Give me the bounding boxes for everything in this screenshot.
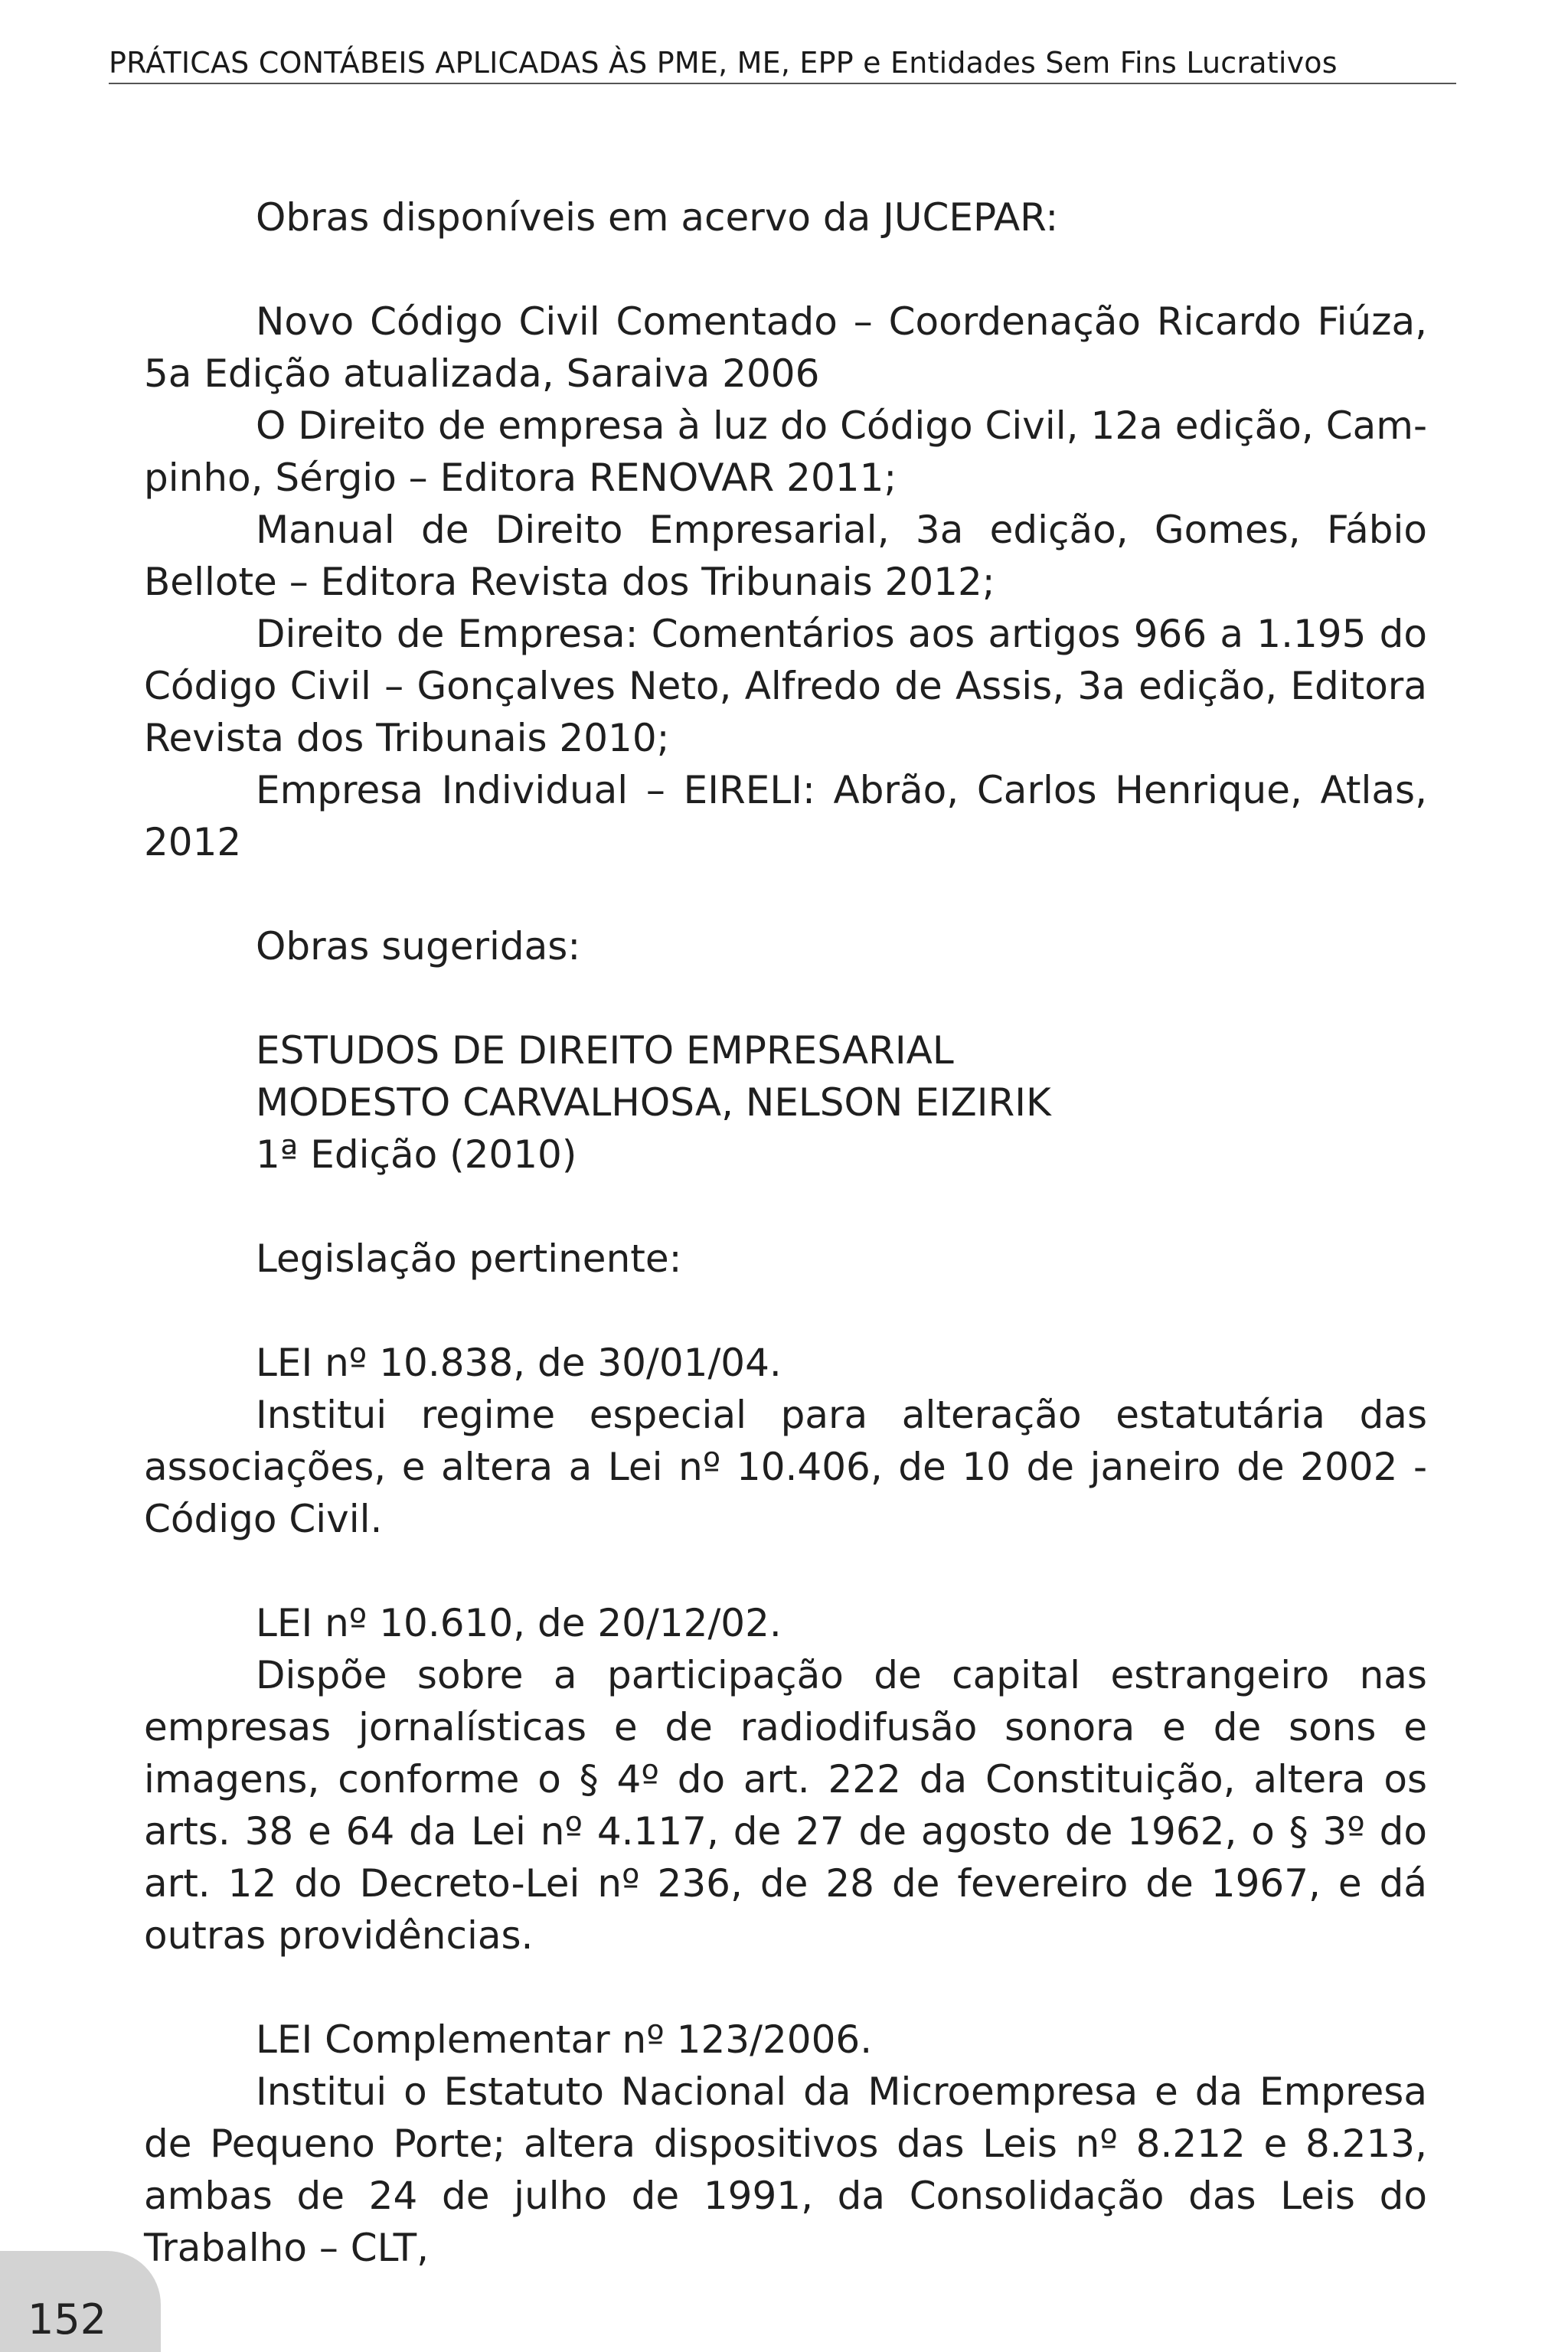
legislacao-heading: Legislação pertinente:: [256, 1236, 682, 1281]
header-rule: [109, 83, 1456, 84]
spacer: [144, 1545, 1427, 1597]
law-description: Institui o Estatuto Nacional da Microempresa e da Empresa de Pequeno Porte; altera dispositivos das Leis nº 8.212 e 8.213, ambas de 24 de julho de 1991, da Consolidação das Leis do Trabalho – CLT,: [144, 2069, 1427, 2270]
law-description: Dispõe sobre a participação de capital estrangeiro nas empresas jornalísticas e de radiodifusão sonora e de sons e imagens, conforme o § 4º do art. 222 da Constituição, altera os arts. 38 e 64 da Lei nº 4.117, de 27 de agosto de 1962, o § 3º do art. 12 do Decreto-Lei nº 236, de 28 de fevereiro de 1967, e dá outras providências.: [144, 1653, 1427, 1958]
running-header-title: PRÁTICAS CONTÁBEIS APLICADAS ÀS PME, ME, EPP e Entidades Sem Fins Lucrativos: [109, 46, 1338, 80]
sugerida-authors: MODESTO CARVALHOSA, NELSON EIZIRIK: [256, 1080, 1051, 1125]
spacer: [144, 868, 1427, 920]
acervo-item: Empresa Individual – EIRELI: Abrão, Carlos Henrique, Atlas, 2012: [144, 768, 1427, 864]
law-title: LEI Complementar nº 123/2006.: [256, 2017, 873, 2062]
acervo-item: Direito de Empresa: Comentários aos artigos 966 a 1.195 do Código Civil – Gonçalves Neto, Alfredo de Assis, 3a edição, Editora Revista dos Tribunais 2010;: [144, 612, 1427, 760]
law-title: LEI nº 10.838, de 30/01/04.: [256, 1341, 782, 1385]
acervo-item: O Direito de empresa à luz do Código Civil, 12a edição, Campinho, Sérgio – Editora RENOVAR 2011;: [144, 403, 1427, 500]
obras-sugeridas-heading: Obras sugeridas:: [256, 924, 581, 969]
law-description: Institui regime especial para alteração estatutária das associações, e altera a Lei nº 10.406, de 10 de janeiro de 2002 - Código Civil.: [144, 1393, 1427, 1541]
page-body: [144, 191, 1427, 2274]
acervo-item: Manual de Direito Empresarial, 3a edição, Gomes, Fábio Bellote – Editora Revista dos Tribunais 2012;: [144, 508, 1427, 604]
law-title: LEI nº 10.610, de 20/12/02.: [256, 1601, 782, 1645]
spacer: [144, 972, 1427, 1024]
acervo-item: Novo Código Civil Comentado – Coordenação Ricardo Fiúza, 5a Edição atualizada, Saraiva 2006: [144, 299, 1427, 396]
spacer: [144, 1962, 1427, 2014]
page-number: 152: [28, 2295, 107, 2344]
sugerida-edition: 1ª Edição (2010): [256, 1132, 577, 1177]
spacer: [144, 1181, 1427, 1233]
obras-acervo-heading: Obras disponíveis em acervo da JUCEPAR:: [256, 195, 1059, 240]
spacer: [144, 1285, 1427, 1337]
spacer: [144, 243, 1427, 296]
sugerida-title: ESTUDOS DE DIREITO EMPRESARIAL: [256, 1028, 954, 1073]
